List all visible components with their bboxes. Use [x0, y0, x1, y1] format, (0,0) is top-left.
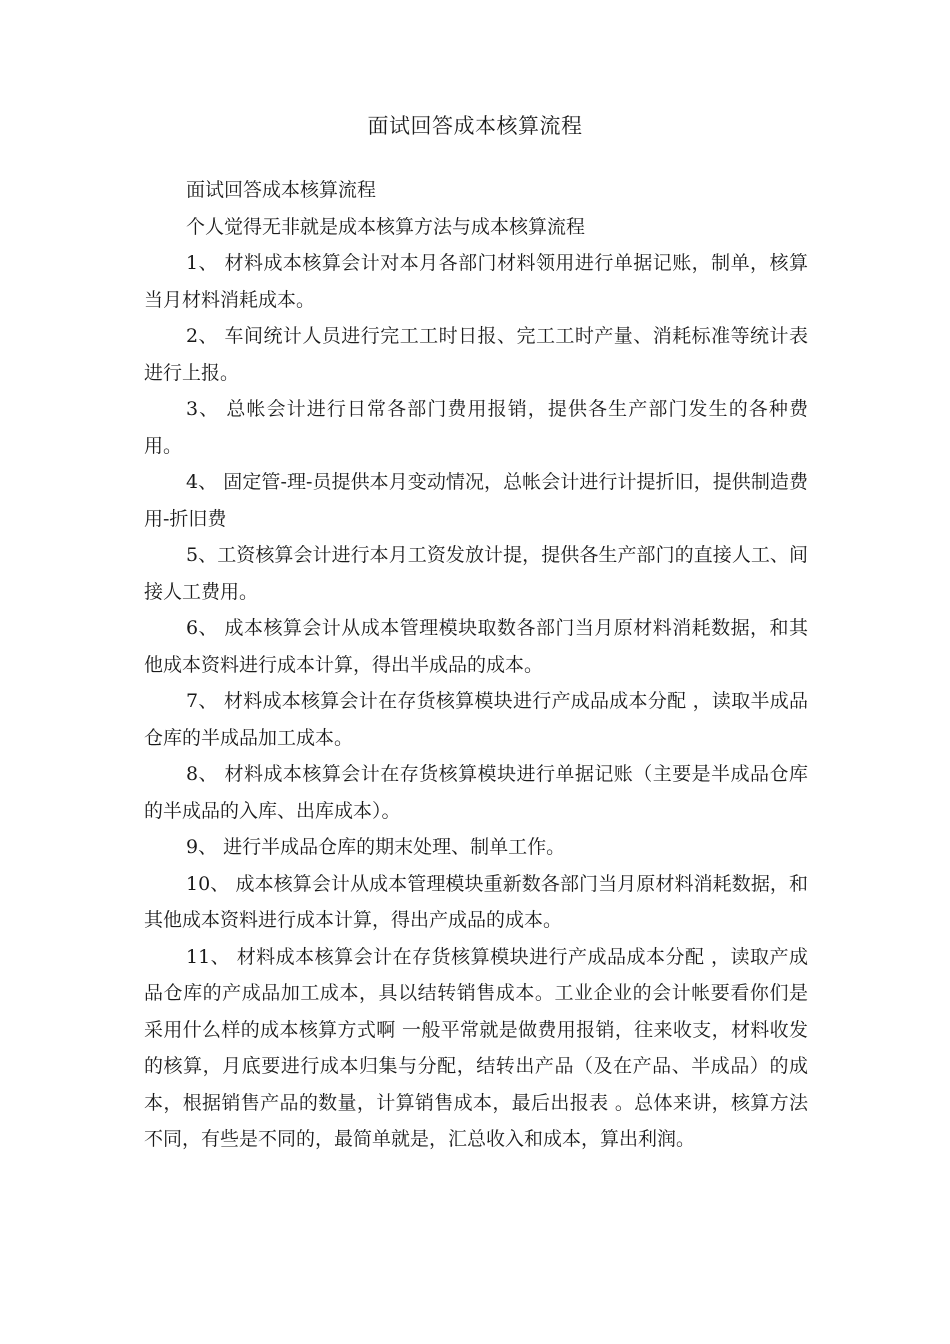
paragraph-step-9: 9、 进行半成品仓库的期末处理、制单工作。 — [186, 836, 566, 858]
paragraph-step-1: 1、 材料成本核算会计对本月各部门材料领用进行单据记账，制单，核算当月材料消耗成本。 — [144, 252, 808, 311]
paragraph-step-10: 10、 成本核算会计从成本管理模块重新数各部门当月原材料消耗数据，和其他成本资料进行成本计算，得出产成品的成本。 — [144, 872, 808, 931]
paragraph-intro: 个人觉得无非就是成本核算方法与成本核算流程 — [186, 215, 586, 238]
paragraph-heading: 面试回答成本核算流程 — [186, 179, 377, 201]
paragraph-step-3: 3、 总帐会计进行日常各部门费用报销，提供各生产部门发生的各种费用。 — [144, 398, 808, 457]
document-body — [144, 172, 808, 1158]
paragraph-step-2: 2、 车间统计人员进行完工工时日报、完工工时产量、消耗标准等统计表进行上报。 — [144, 325, 808, 384]
paragraph-step-11: 11、 材料成本核算会计在存货核算模块进行产成品成本分配 ，读取产成品仓库的产成品加工成本，具以结转销售成本。工业企业的会计帐要看你们是采用什么样的成本核算方式啊 一般平常就是做费用报销，往来收支，材料收发的核算，月底要进行成本归集与分配，结转出产品（及在产品、半成品）的成本，根据销售产品的数量，计算销售成本，最后出报表 。总体来讲，核算方法不同，有些是不同的，最简单就是，汇总收入和成本，算出利润。 — [144, 945, 808, 1150]
paragraph-step-5: 5、工资核算会计进行本月工资发放计提，提供各生产部门的直接人工、间接人工费用。 — [144, 544, 808, 603]
paragraph-step-8: 8、 材料成本核算会计在存货核算模块进行单据记账（主要是半成品仓库的半成品的入库、出库成本）。 — [144, 763, 808, 822]
paragraph-step-4: 4、 固定管-理-员提供本月变动情况，总帐会计进行计提折旧，提供制造费用-折旧费 — [144, 471, 808, 530]
paragraph-step-7: 7、 材料成本核算会计在存货核算模块进行产成品成本分配 ，读取半成品仓库的半成品加工成本。 — [144, 690, 808, 749]
paragraph-step-6: 6、 成本核算会计从成本管理模块取数各部门当月原材料消耗数据，和其他成本资料进行成本计算，得出半成品的成本。 — [144, 617, 808, 676]
document-title: 面试回答成本核算流程 — [367, 114, 583, 138]
